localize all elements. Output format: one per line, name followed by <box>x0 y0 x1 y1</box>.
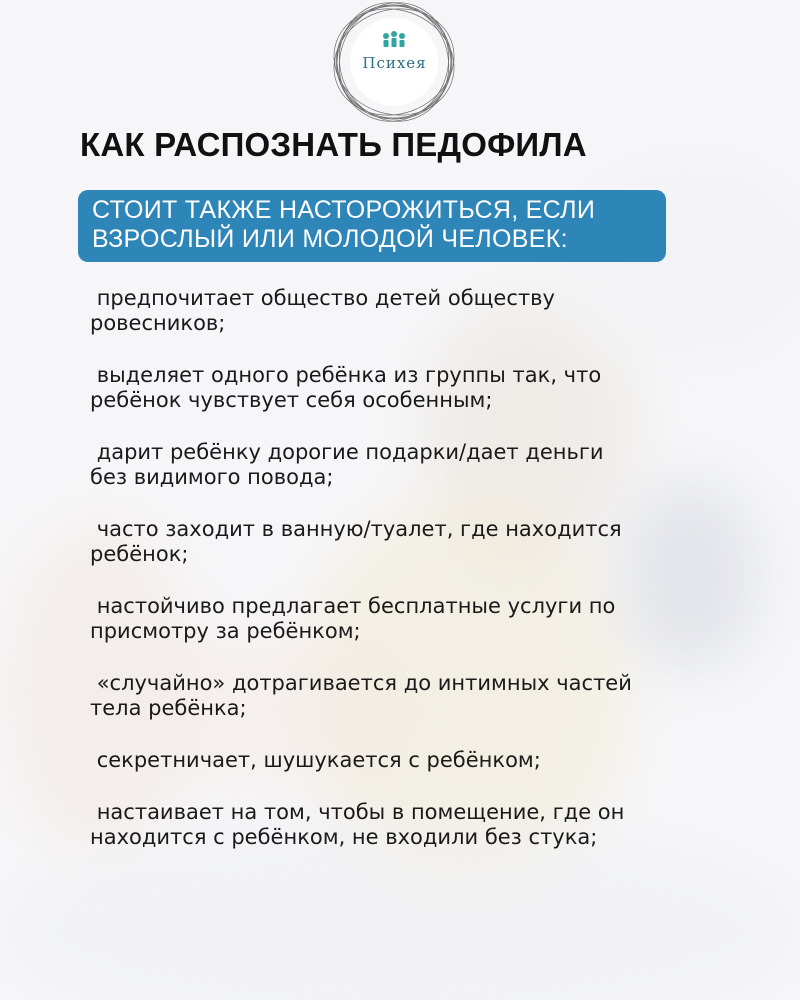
page-title: КАК РАСПОЗНАТЬ ПЕДОФИЛА <box>80 126 587 163</box>
list-item: предпочитает общество детей обществу ровесников; <box>90 286 555 335</box>
list-item: «случайно» дотрагивается до интимных частей тела ребёнка; <box>90 671 632 720</box>
list-item: выделяет одного ребёнка из группы так, что ребёнок чувствует себя особенным; <box>90 363 602 412</box>
logo <box>322 0 467 125</box>
list-item: секретничает, шушукается с ребёнком; <box>90 748 541 772</box>
warning-signs-list <box>90 286 740 877</box>
list-item: настойчиво предлагает бесплатные услуги по присмотру за ребёнком; <box>90 594 616 643</box>
list-item: часто заходит в ванную/туалет, где находится ребёнок; <box>90 517 622 566</box>
subtitle-text <box>92 196 692 254</box>
logo-text: Психея <box>362 54 427 72</box>
subtitle-line-2: ВЗРОСЛЫЙ ИЛИ МОЛОДОЙ ЧЕЛОВЕК: <box>92 225 568 253</box>
list-item: настаивает на том, чтобы в помещение, где он находится с ребёнком, не входили без стука; <box>90 800 625 849</box>
list-item: дарит ребёнку дорогие подарки/дает деньги без видимого повода; <box>90 440 604 489</box>
subtitle-line-1: СТОИТ ТАКЖЕ НАСТОРОЖИТЬСЯ, ЕСЛИ <box>92 196 596 224</box>
